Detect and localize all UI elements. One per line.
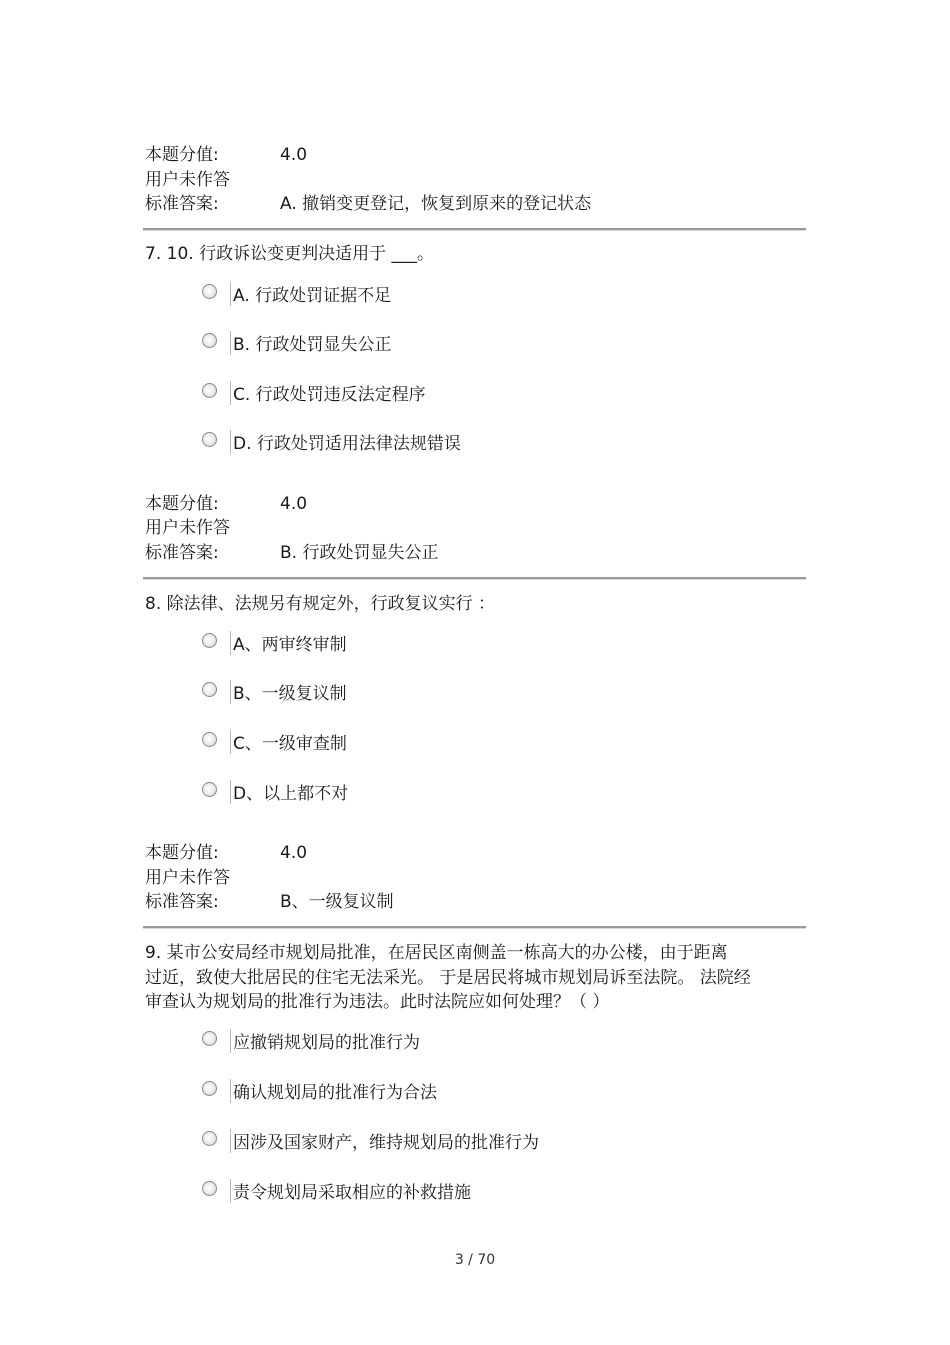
option-label: 因涉及国家财产，维持规划局的批准行为	[233, 1133, 539, 1153]
option-divider	[230, 430, 231, 454]
option-label: C. 行政处罚违反法定程序	[233, 385, 426, 405]
answer-value: A. 撤销变更登记，恢复到原来的登记状态	[280, 194, 592, 214]
radio-button[interactable]	[202, 383, 217, 398]
divider	[143, 228, 806, 231]
score-value: 4.0	[280, 843, 308, 863]
option-divider	[230, 1079, 231, 1103]
score-value: 4.0	[280, 494, 308, 514]
radio-button[interactable]	[202, 682, 217, 697]
option-divider	[230, 680, 231, 704]
question-9-line-1: 9. 某市公安局经市规划局批准，在居民区南侧盖一栋高大的办公楼，由于距离	[145, 943, 728, 963]
option-divider	[230, 1029, 231, 1053]
option-divider	[230, 1129, 231, 1153]
radio-button[interactable]	[202, 432, 217, 447]
divider	[143, 926, 806, 929]
score-label: 本题分值:	[145, 843, 219, 863]
score-value: 4.0	[280, 145, 308, 165]
user-status: 用户未作答	[145, 170, 230, 190]
answer-label: 标准答案:	[145, 892, 219, 912]
divider	[143, 577, 806, 580]
question-9-line-3: 审查认为规划局的批准行为违法。此时法院应如何处理？（ ）	[145, 992, 610, 1012]
radio-button[interactable]	[202, 782, 217, 797]
radio-button[interactable]	[202, 633, 217, 648]
score-label: 本题分值:	[145, 494, 219, 514]
radio-button[interactable]	[202, 1131, 217, 1146]
option-divider	[230, 1179, 231, 1203]
option-label: B. 行政处罚显失公正	[233, 335, 392, 355]
question-8-text: 8. 除法律、法规另有规定外，行政复议实行 ：	[145, 594, 496, 614]
radio-button[interactable]	[202, 284, 217, 299]
option-label: D. 行政处罚适用法律法规错误	[233, 434, 461, 454]
radio-button[interactable]	[202, 1031, 217, 1046]
option-divider	[230, 282, 231, 306]
option-label: 确认规划局的批准行为合法	[233, 1083, 437, 1103]
answer-value: B、一级复议制	[280, 892, 394, 912]
option-label: 应撤销规划局的批准行为	[233, 1033, 420, 1053]
option-label: D、以上都不对	[233, 784, 349, 804]
option-divider	[230, 331, 231, 355]
radio-button[interactable]	[202, 1081, 217, 1096]
option-label: A、两审终审制	[233, 635, 347, 655]
answer-label: 标准答案:	[145, 194, 219, 214]
question-9-line-2: 过近，致使大批居民的住宅无法采光。 于是居民将城市规划局诉至法院。 法院经	[145, 968, 751, 988]
option-divider	[230, 631, 231, 655]
user-status: 用户未作答	[145, 518, 230, 538]
option-divider	[230, 381, 231, 405]
option-label: 责令规划局采取相应的补救措施	[233, 1183, 471, 1203]
option-label: A. 行政处罚证据不足	[233, 286, 392, 306]
answer-label: 标准答案:	[145, 543, 219, 563]
radio-button[interactable]	[202, 732, 217, 747]
radio-button[interactable]	[202, 333, 217, 348]
question-7-10-text: 7. 10. 行政诉讼变更判决适用于 ___。	[145, 244, 434, 264]
option-label: B、一级复议制	[233, 684, 347, 704]
page-number: 3 / 70	[454, 1252, 496, 1268]
option-divider	[230, 730, 231, 754]
radio-button[interactable]	[202, 1181, 217, 1196]
option-divider	[230, 780, 231, 804]
score-label: 本题分值:	[145, 145, 219, 165]
option-label: C、一级审查制	[233, 734, 347, 754]
user-status: 用户未作答	[145, 868, 230, 888]
answer-value: B. 行政处罚显失公正	[280, 543, 439, 563]
